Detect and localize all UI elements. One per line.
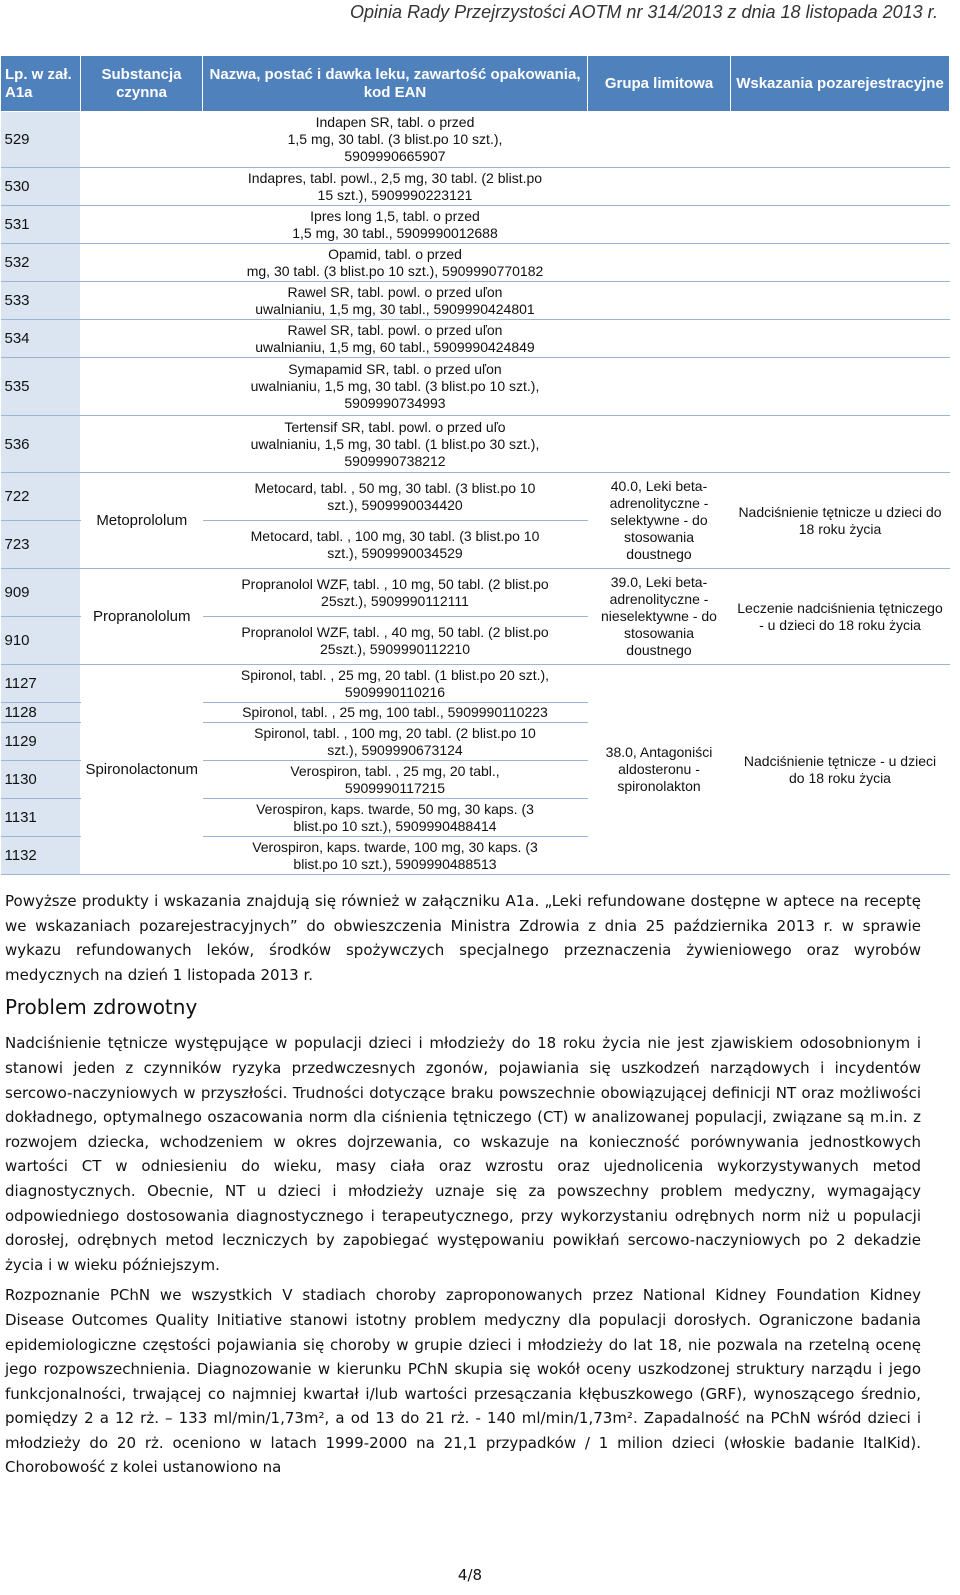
substance-spironolactone: Spironolactonum	[81, 665, 203, 875]
row-lp: 722	[1, 473, 81, 521]
row-drug-name: Rawel SR, tabl. powl. o przed uľon uwalnianiu, 1,5 mg, 30 tabl., 5909990424801	[203, 282, 588, 320]
row-group-empty	[588, 282, 731, 320]
row-drug-name: Metocard, tabl. , 100 mg, 30 tabl. (3 blist.po 10 szt.), 5909990034529	[203, 521, 588, 569]
row-indication-empty	[731, 282, 950, 320]
page-number: 4/8	[457, 1566, 483, 1584]
row-lp: 1131	[1, 799, 81, 837]
row-drug-name: Spironol, tabl. , 100 mg, 20 tabl. (2 blist.po 10 szt.), 5909990673124	[203, 723, 588, 761]
row-substance-empty	[81, 206, 203, 244]
row-group-empty	[588, 416, 731, 473]
table-row	[1, 665, 950, 703]
row-drug-name: Spironol, tabl. , 25 mg, 20 tabl. (1 blist.po 20 szt.), 5909990110216	[203, 665, 588, 703]
row-lp: 529	[1, 112, 81, 168]
row-drug-name: Verospiron, kaps. twarde, 100 mg, 30 kaps. (3 blist.po 10 szt.), 5909990488513	[203, 837, 588, 875]
row-lp: 1132	[1, 837, 81, 875]
row-drug-name: Indapres, tabl. powl., 2,5 mg, 30 tabl. (2 blist.po 15 szt.), 5909990223121	[203, 168, 588, 206]
row-substance-empty	[81, 320, 203, 358]
table-row	[1, 112, 950, 168]
table-row	[1, 282, 950, 320]
table-row	[1, 358, 950, 416]
group-spironolactone: 38.0, Antagoniści aldosteronu - spironolakton	[588, 665, 731, 875]
row-drug-name: Rawel SR, tabl. powl. o przed uľon uwalnianiu, 1,5 mg, 60 tabl., 5909990424849	[203, 320, 588, 358]
row-drug-name: Ipres long 1,5, tabl. o przed 1,5 mg, 30 tabl., 5909990012688	[203, 206, 588, 244]
row-lp: 1128	[1, 703, 81, 723]
col-header-name: Nazwa, postać i dawka leku, zawartość opakowania, kod EAN	[203, 56, 588, 112]
row-substance-empty	[81, 282, 203, 320]
table-row	[1, 416, 950, 473]
table-row	[1, 320, 950, 358]
row-lp: 533	[1, 282, 81, 320]
row-drug-name: Propranolol WZF, tabl. , 40 mg, 50 tabl. (2 blist.po 25szt.), 5909990112210	[203, 617, 588, 665]
row-drug-name: Symapamid SR, tabl. o przed uľon uwalnianiu, 1,5 mg, 30 tabl. (3 blist.po 10 szt.), 5909990734993	[203, 358, 588, 416]
row-indication-empty	[731, 358, 950, 416]
row-drug-name: Opamid, tabl. o przed mg, 30 tabl. (3 blist.po 10 szt.), 5909990770182	[203, 244, 588, 282]
col-header-indication: Wskazania pozarejestracyjne	[731, 56, 950, 112]
row-substance-empty	[81, 168, 203, 206]
indication-metoprolol: Nadciśnienie tętnicze u dzieci do 18 roku życia	[731, 473, 950, 569]
row-lp: 536	[1, 416, 81, 473]
row-group-empty	[588, 244, 731, 282]
table-row	[1, 206, 950, 244]
row-lp: 910	[1, 617, 81, 665]
row-lp: 909	[1, 569, 81, 617]
note-paragraph: Powyższe produkty i wskazania znajdują się również w załączniku A1a. „Leki refundowane dostępne w aptece na receptę we wskazaniach pozarejestracyjnych” do obwieszczenia Ministra Zdrowia z dnia 25 października 2013 r. w sprawie wykazu refundowanych leków, środków spożywczych specjalnego przeznaczenia żywieniowego oraz wyrobów medycznych na dzień 1 listopada 2013 r.	[5, 892, 921, 984]
row-drug-name: Metocard, tabl. , 50 mg, 30 tabl. (3 blist.po 10 szt.), 5909990034420	[203, 473, 588, 521]
row-indication-empty	[731, 112, 950, 168]
row-group-empty	[588, 320, 731, 358]
row-lp: 535	[1, 358, 81, 416]
indication-spironolactone: Nadciśnienie tętnicze - u dzieci do 18 roku życia	[731, 665, 950, 875]
row-lp: 530	[1, 168, 81, 206]
row-drug-name: Tertensif SR, tabl. powl. o przed uľo uwalnianiu, 1,5 mg, 30 tabl. (1 blist.po 30 szt.), 5909990738212	[203, 416, 588, 473]
group-metoprolol: 40.0, Leki beta-adrenolityczne - selektywne - do stosowania doustnego	[588, 473, 731, 569]
row-substance-empty	[81, 244, 203, 282]
row-lp: 531	[1, 206, 81, 244]
drug-table	[0, 55, 950, 875]
table-row	[1, 244, 950, 282]
row-group-empty	[588, 168, 731, 206]
row-group-empty	[588, 358, 731, 416]
row-lp: 532	[1, 244, 81, 282]
row-substance-empty	[81, 358, 203, 416]
row-drug-name: Spironol, tabl. , 25 mg, 100 tabl., 5909990110223	[203, 703, 588, 723]
row-indication-empty	[731, 168, 950, 206]
row-drug-name: Verospiron, kaps. twarde, 50 mg, 30 kaps. (3 blist.po 10 szt.), 5909990488414	[203, 799, 588, 837]
substance-metoprolol: Metoprololum	[81, 473, 203, 569]
row-group-empty	[588, 206, 731, 244]
row-substance-empty	[81, 112, 203, 168]
table-row	[1, 473, 950, 521]
body-paragraph: Nadciśnienie tętnicze występujące w populacji dzieci i młodzieży do 18 roku życia nie jest zjawiskiem odosobnionym i stanowi jeden z czynników ryzyka przedwczesnych zgonów, pojawiania się uszkodzeń narządowych i incydentów sercowo-naczyniowych w przyszłości. Trudności dotyczące braku powszechnie obowiązującej definicji NT oraz możliwości dokładnego, optymalnego oszacowania norm dla ciśnienia tętniczego (CT) w analizowanej populacji, związane są m.in. z rozwojem dziecka, wchodzeniem w okres dojrzewania, co wskazuje na konieczność porównywania jednostkowych wartości CT w odniesieniu do wieku, masy ciała oraz wzrostu oraz ujednolicenia wykorzystywanych metod diagnostycznych. Obecnie, NT u dzieci i młodzieży uznaje się za powszechny problem medyczny, wymagający odpowiedniego dostosowania diagnostycznego i terapeutycznego, przy wykorzystaniu odrębnych norm niż u populacji dorosłej, odrębnych metod leczniczych by zapobiegać występowaniu powikłań sercowo-naczyniowych po 2 dekadzie życia i w wieku późniejszym.	[5, 1034, 921, 1274]
row-indication-empty	[731, 206, 950, 244]
col-header-lp: Lp. w zał. A1a	[1, 56, 81, 112]
row-indication-empty	[731, 320, 950, 358]
row-lp: 534	[1, 320, 81, 358]
row-lp: 723	[1, 521, 81, 569]
document-body	[5, 889, 921, 1486]
row-indication-empty	[731, 416, 950, 473]
section-heading: Problem zdrowotny	[5, 995, 198, 1020]
table-row	[1, 569, 950, 617]
body-paragraph: Rozpoznanie PChN we wszystkich V stadiach choroby zaproponowanych przez National Kidney Foundation Kidney Disease Outcomes Quality Initiative stanowi istotny problem medyczny dla populacji dorosłych. Ograniczone badania epidemiologiczne częstości pojawiania się choroby w grupie dzieci i młodzieży do lat 18, nie pozwala na rzetelną ocenę jego rozpowszechnienia. Diagnozowanie w kierunku PChN skupia się wokół oceny uszkodzonej struktury narządu i jego funkcjonalności, trwającej co najmniej kwartał i/lub wartości przesączania kłębuszkowego (GRF), wynoszącego średnio, pomiędzy 2 a 12 rż. – 133 ml/min/1,73m², a od 13 do 21 rż. - 140 ml/min/1,73m². Zapadalność na PChN wśród dzieci i młodzieży do 20 rż. oceniono w latach 1999-2000 na 21,1 przypadków / 1 milion dzieci (włoskie badanie ItalKid). Chorobowość z kolei ustanowiono na	[5, 1286, 921, 1477]
row-lp: 1129	[1, 723, 81, 761]
group-propranolol: 39.0, Leki beta-adrenolityczne - nieselektywne - do stosowania doustnego	[588, 569, 731, 665]
row-drug-name: Propranolol WZF, tabl. , 10 mg, 50 tabl. (2 blist.po 25szt.), 5909990112111	[203, 569, 588, 617]
col-header-substance: Substancja czynna	[81, 56, 203, 112]
row-indication-empty	[731, 244, 950, 282]
table-header-row	[1, 56, 950, 112]
col-header-group: Grupa limitowa	[588, 56, 731, 112]
row-drug-name: Indapen SR, tabl. o przed 1,5 mg, 30 tabl. (3 blist.po 10 szt.), 5909990665907	[203, 112, 588, 168]
row-lp: 1130	[1, 761, 81, 799]
document-header: Opinia Rady Przejrzystości AOTM nr 314/2013 z dnia 18 listopada 2013 r.	[350, 2, 938, 22]
row-substance-empty	[81, 416, 203, 473]
row-lp: 1127	[1, 665, 81, 703]
row-drug-name: Verospiron, tabl. , 25 mg, 20 tabl., 5909990117215	[203, 761, 588, 799]
substance-propranolol: Propranololum	[81, 569, 203, 665]
indication-propranolol: Leczenie nadciśnienia tętniczego - u dzieci do 18 roku życia	[731, 569, 950, 665]
row-group-empty	[588, 112, 731, 168]
table-row	[1, 168, 950, 206]
